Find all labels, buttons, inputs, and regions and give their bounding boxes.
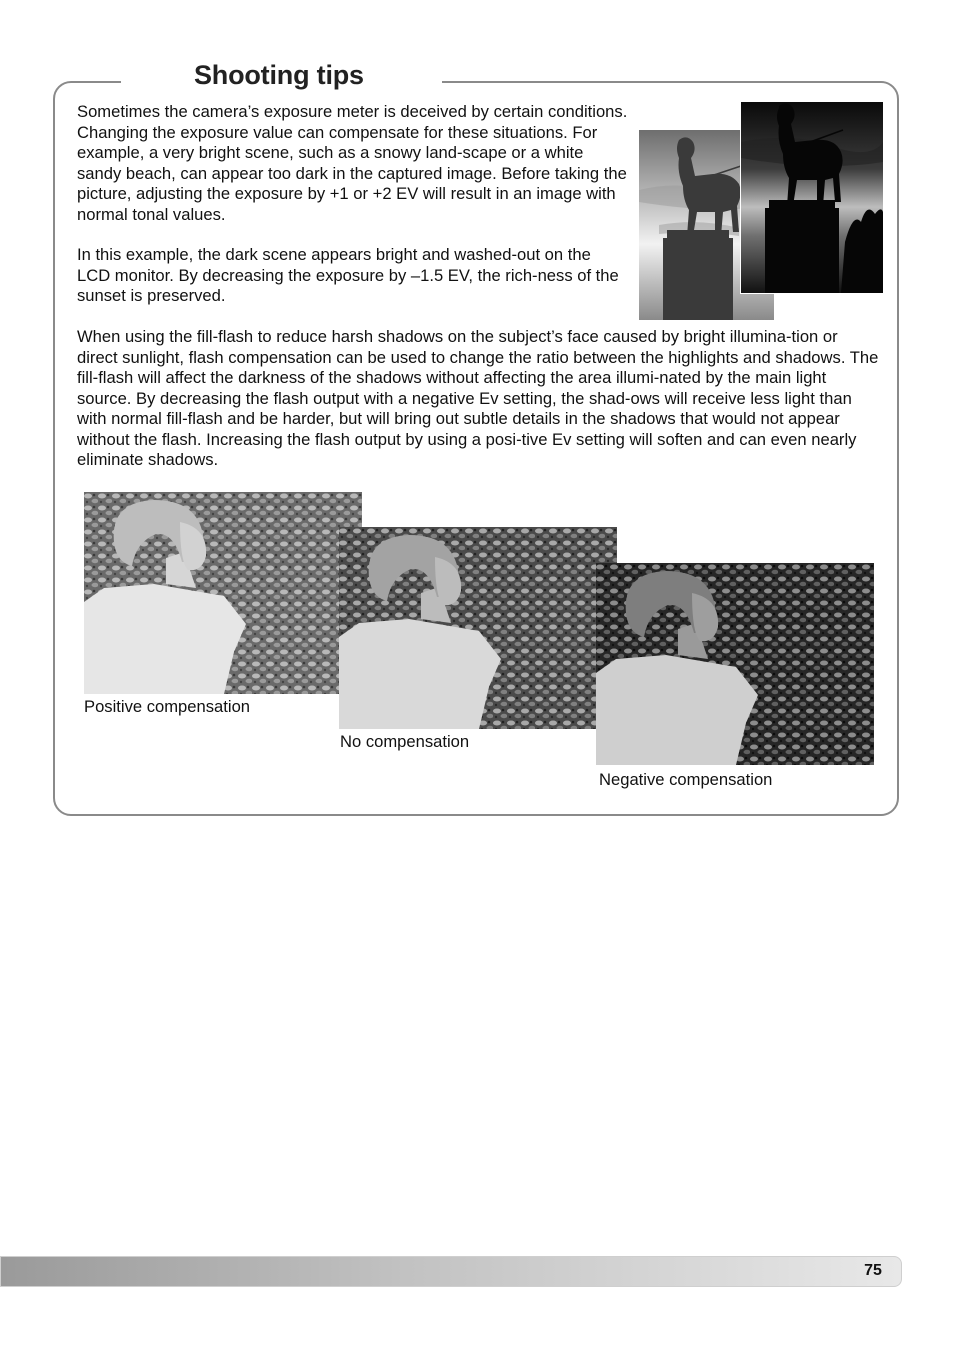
footer-bar [0, 1256, 902, 1287]
paragraph-exposure-meter: Sometimes the camera’s exposure meter is deceived by certain conditions. Changing the exposure value can compensate for these situations. For example, a very bright scene, such as a snowy land-scape or a white sandy beach, can appear too dark in the captured image. Before taking the picture, adjusting the exposure by +1 or +2 EV will result in an image with normal tonal values. [77, 102, 628, 224]
caption-positive-compensation: Positive compensation [84, 697, 251, 716]
caption-negative-compensation: Negative compensation [599, 770, 773, 789]
paragraph-sunset-example: In this example, the dark scene appears bright and washed-out on the LCD monitor. By decreasing the exposure by –1.5 EV, the rich-ness of the sunset is preserved. [77, 245, 619, 305]
paragraph-fill-flash: When using the fill-flash to reduce harsh shadows on the subject’s face caused by bright illumina-tion or direct sunlight, flash compensation can be used to change the ratio between the highlights and shadows. The fill-flash will affect the darkness of the shadows without affecting the area illumi-nated by the main light source. By decreasing the flash output with a negative Ev setting, the shad-ows will receive less light than with normal fill-flash and be harder, but will bring out subtle details in the shadows that would not appear without the flash. Increasing the flash output by using a posi-tive Ev setting will soften and can even nearly eliminate shadows. [77, 327, 879, 469]
caption-no-compensation: No compensation [340, 732, 470, 751]
portrait-negative-compensation [596, 563, 874, 765]
portrait-no-compensation [339, 527, 617, 729]
portrait-positive-compensation [84, 492, 362, 694]
statue-photo-dark [740, 102, 883, 294]
page-title: Shooting tips [194, 60, 364, 90]
page-number: 75 [864, 1262, 882, 1279]
